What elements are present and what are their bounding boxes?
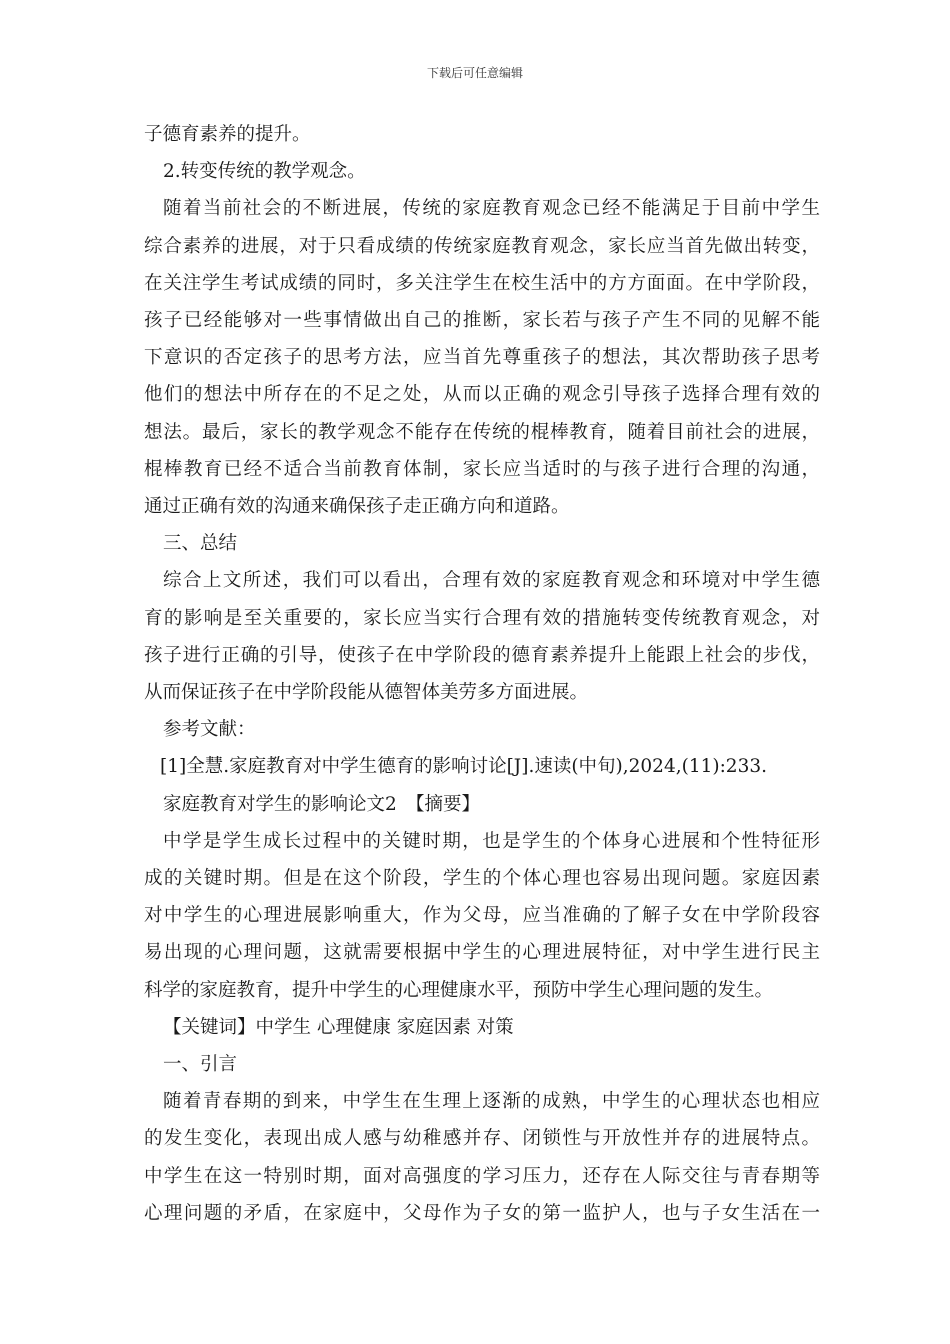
text-line: 孩子已经能够对一些事情做出自己的推断，家长若与孩子产生不同的见解不能 <box>144 310 820 332</box>
section-heading: 一、引言 <box>163 1054 238 1076</box>
page-header: 下载后可任意编辑 <box>426 66 523 80</box>
text-line: 中学是学生成长过程中的关键时期，也是学生的个体身心进展和个性特征形 <box>163 830 820 852</box>
text-line: 育的影响是至关重要的，家长应当实行合理有效的措施转变传统教育观念，对 <box>144 607 820 629</box>
text-line: 易出现的心理问题，这就需要根据中学生的心理进展特征，对中学生进行民主 <box>144 942 820 964</box>
text-line: 从而保证孩子在中学阶段能从德智体美劳多方面进展。 <box>144 682 589 704</box>
text-line: 随着青春期的到来，中学生在生理上逐渐的成熟，中学生的心理状态也相应 <box>163 1091 820 1113</box>
references-heading: 参考文献： <box>163 719 256 741</box>
text-line: 2.转变传统的教学观念。 <box>163 161 366 183</box>
text-line: 通过正确有效的沟通来确保孩子走正确方向和道路。 <box>144 496 570 518</box>
text-line: 在关注学生考试成绩的同时，多关注学生在校生活中的方方面面。在中学阶段， <box>144 272 820 294</box>
text-line: 成的关键时期。但是在这个阶段，学生的个体心理也容易出现问题。家庭因素 <box>144 868 820 890</box>
text-line: 他们的想法中所存在的不足之处，从而以正确的观念引导孩子选择合理有效的 <box>144 384 820 406</box>
document-body <box>144 116 820 1232</box>
text-line: 中学生在这一特别时期，面对高强度的学习压力，还存在人际交往与青春期等 <box>144 1165 820 1187</box>
text-line: 棍棒教育已经不适合当前教育体制，家长应当适时的与孩子进行合理的沟通， <box>144 458 820 480</box>
keywords-line: 【关键词】中学生 心理健康 家庭因素 对策 <box>163 1016 514 1038</box>
text-line: 心理问题的矛盾，在家庭中，父母作为子女的第一监护人，也与子女生活在一 <box>144 1202 820 1224</box>
text-line: 子德育素养的提升。 <box>144 124 311 145</box>
article-title: 家庭教育对学生的影响论文2 【摘要】 <box>163 793 481 815</box>
text-line: 孩子进行正确的引导，使孩子在中学阶段的德育素养提升上能跟上社会的步伐， <box>144 644 820 666</box>
section-heading: 三、总结 <box>163 533 238 555</box>
text-line: 对中学生的心理进展影响重大，作为父母，应当准确的了解子女在中学阶段容 <box>144 905 820 927</box>
text-line: 想法。最后，家长的教学观念不能存在传统的棍棒教育，随着目前社会的进展， <box>144 421 820 443</box>
text-line: 下意识的否定孩子的思考方法，应当首先尊重孩子的想法，其次帮助孩子思考 <box>144 347 820 369</box>
reference-item: [1]全慧.家庭教育对中学生德育的影响讨论[J].速读(中旬),2024,(11):233. <box>160 756 767 778</box>
text-line: 综合素养的进展，对于只看成绩的传统家庭教育观念，家长应当首先做出转变， <box>144 235 820 257</box>
text-line: 科学的家庭教育，提升中学生的心理健康水平，预防中学生心理问题的发生。 <box>144 979 774 1001</box>
text-line: 随着当前社会的不断进展，传统的家庭教育观念已经不能满足于目前中学生 <box>163 198 820 220</box>
text-line: 综合上文所述，我们可以看出，合理有效的家庭教育观念和环境对中学生德 <box>163 570 820 592</box>
text-line: 的发生变化，表现出成人感与幼稚感并存、闭锁性与开放性并存的进展特点。 <box>144 1128 820 1150</box>
